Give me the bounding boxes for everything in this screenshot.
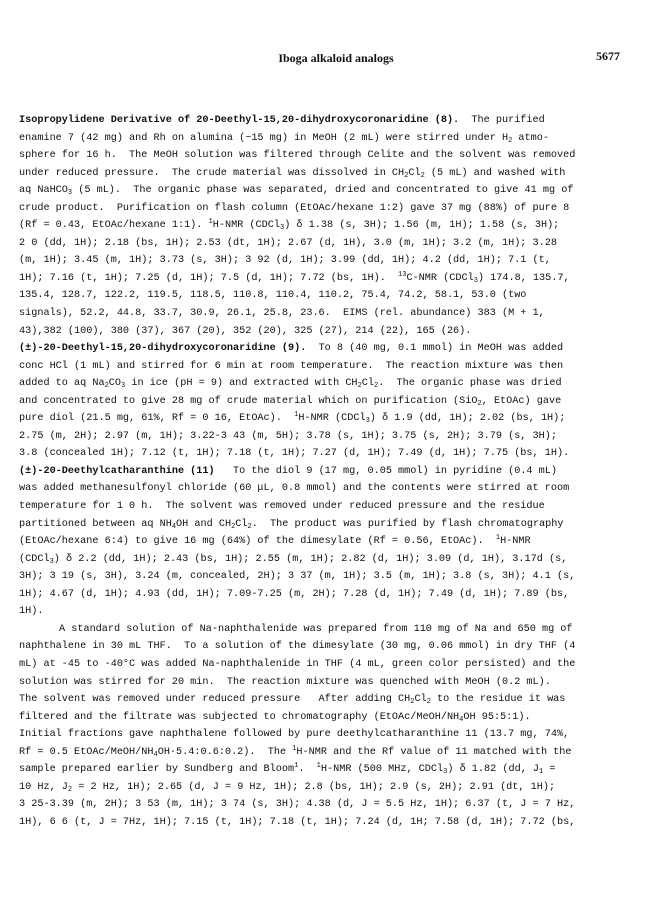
subscript: 1 bbox=[539, 768, 544, 777]
subscript: 2 bbox=[508, 136, 513, 145]
page-header bbox=[0, 49, 672, 69]
text-run: ) δ 2.2 (dd, 1H); 2.43 (bs, 1H); 2.55 (m, 1H); 2.82 (d, 1H); 3.09 (d, 1H), 3.17d (s, bbox=[53, 553, 568, 565]
text-run: sphere for 16 h. The MeOH solution was filtered through Celite and the solvent was removed bbox=[19, 150, 576, 162]
text-line bbox=[19, 147, 639, 165]
text-run: 2.75 (m, 2H); 2.97 (m, 1H); 3.22-3 43 (m, 5H); 3.78 (s, 1H); 3.75 (s, 2H); 3.79 (s, 3H); bbox=[19, 430, 557, 442]
text-run: naphthalene in 30 mL THF. To a solution of the dimesylate (30 mg, 0.06 mmol) in dry THF (4 bbox=[19, 641, 576, 653]
subscript: 2 bbox=[420, 171, 425, 180]
subscript: 3 bbox=[279, 224, 285, 233]
text-run: 1H), 6 6 (t, J = 7Hz, 1H); 7.15 (t, 1H); 7.18 (t, 1H); 7.24 (d, 1H; 7.58 (d, 1H); 7.72 (bs, bbox=[19, 816, 576, 828]
text-run: added to aq Na bbox=[19, 378, 105, 390]
subscript: 2 bbox=[404, 171, 409, 180]
text-run: temperature for 1 0 h. The solvent was removed under reduced pressure and the residue bbox=[19, 501, 545, 513]
text-run: solution was stirred for 20 min. The reaction mixture was quenched with MeOH (0.2 mL). bbox=[19, 676, 551, 688]
text-run: 43),382 (100), 380 (37), 367 (20), 352 (20), 325 (27), 214 (22), 165 (26). bbox=[19, 325, 472, 337]
text-run: A standard solution of Na-naphthalenide was prepared from 110 mg of Na and 650 mg of bbox=[59, 623, 573, 635]
running-title: Iboga alkaloid analogs bbox=[278, 51, 394, 65]
text-run: OH and CH bbox=[176, 518, 232, 530]
subscript: 3 bbox=[365, 417, 370, 426]
superscript: 13 bbox=[398, 270, 407, 279]
text-run: H-NMR and the Rf value of 11 matched with the bbox=[296, 746, 572, 758]
text-run: filtered and the filtrate was subjected to chromatography (EtOAc/MeOH/NH bbox=[19, 711, 460, 723]
text-run: 3 25-3.39 (m, 2H); 3 53 (m, 1H); 3 74 (s, 3H); 4.38 (d, J = 5.5 Hz, 1H); 6.37 (t, J = 7 Hz, bbox=[19, 799, 576, 811]
text-line bbox=[19, 130, 639, 148]
text-run: To 8 (40 mg, 0.1 mmol) in MeOH was added bbox=[306, 343, 564, 355]
text-run: (CDCl bbox=[19, 553, 50, 565]
text-run: was added methanesulfonyl chloride (60 μL, 0.8 mmol) and the contents were stirred at room bbox=[19, 483, 570, 495]
text-line bbox=[19, 516, 639, 534]
text-run: The purified bbox=[459, 115, 545, 126]
text-run: H-NMR (CDCl bbox=[212, 220, 280, 232]
text-run: . bbox=[298, 764, 317, 776]
text-run: The solvent was removed under reduced pressure After adding CH bbox=[19, 694, 411, 706]
text-line bbox=[19, 182, 639, 200]
text-line bbox=[19, 270, 639, 288]
superscript: 1 bbox=[495, 534, 501, 543]
text-run: 1H); 7.16 (t, 1H); 7.25 (d, 1H); 7.5 (d, 1H); 7.72 (bs, 1H). bbox=[19, 272, 399, 284]
subscript: 3 bbox=[49, 557, 54, 566]
text-line bbox=[19, 252, 639, 270]
text-run: 10 Hz, J bbox=[19, 781, 68, 793]
text-line bbox=[19, 305, 639, 323]
page-number: 5677 bbox=[596, 49, 620, 63]
text-line bbox=[19, 533, 639, 551]
text-run: H-NMR (500 MHz, CDCl bbox=[320, 764, 444, 776]
text-run: 3.8 (concealed 1H); 7.12 (t, 1H); 7.18 (t, 1H); 7.27 (d, 1H); 7.49 (d, 1H); 7.75 (bs, 1H). bbox=[19, 448, 570, 460]
subscript: 2 bbox=[247, 522, 252, 531]
text-line bbox=[19, 340, 639, 358]
text-run: under reduced pressure. The crude material was dissolved in CH bbox=[19, 167, 405, 179]
text-run: enamine 7 (42 mg) and Rh on alumina (~15 mg) in MeOH (2 mL) were stirred under H bbox=[19, 132, 509, 144]
text-run: . The product was purified by flash chromatography bbox=[251, 518, 564, 530]
text-run: in ice (pH = 9) and extracted with CH bbox=[125, 378, 358, 390]
experimental-section-text bbox=[19, 112, 639, 831]
text-line bbox=[19, 779, 639, 797]
text-run: (5 mL). The organic phase was separated, dried and concentrated to give 41 mg of bbox=[72, 185, 574, 197]
compound-heading: (±)-20-Deethylcatharanthine (11) bbox=[19, 465, 215, 477]
text-line bbox=[19, 761, 639, 779]
text-line bbox=[19, 709, 639, 727]
text-run: signals), 52.2, 44.8, 33.7, 30.9, 26.1, 25.8, 23.6. EIMS (rel. abundance) 383 (M + 1, bbox=[19, 308, 545, 320]
text-run: ) δ 1.82 (dd, J bbox=[447, 764, 540, 776]
text-run: Cl bbox=[414, 694, 427, 706]
text-line bbox=[19, 235, 639, 253]
text-line bbox=[19, 445, 639, 463]
text-run: conc HCl (1 mL) and stirred for 6 min at room temperature. The reaction mixture was then bbox=[19, 360, 564, 372]
text-run: = 2 Hz, 1H); 2.65 (d, J = 9 Hz, 1H); 2.8 (bs, 1H); 2.9 (s, 2H); 2.91 (dt, 1H); bbox=[72, 781, 556, 793]
subscript: 4 bbox=[171, 522, 177, 531]
text-run: 3H); 3 19 (s, 3H), 3.24 (m, concealed, 2H); 3 37 (m, 1H); 3.5 (m, 1H); 3.8 (s, 3H); 4.1 (s, bbox=[19, 571, 576, 583]
text-run: . The organic phase was dried bbox=[378, 378, 562, 390]
text-line bbox=[19, 551, 639, 569]
text-line bbox=[19, 744, 639, 762]
text-run: Cl bbox=[408, 167, 421, 179]
text-run: OH·5.4:0.6:0.2). The bbox=[157, 746, 293, 758]
text-line bbox=[19, 480, 639, 498]
text-run: mL) at -45 to -40°C was added Na-naphthalenide in THF (4 mL, green color persisted) and the bbox=[19, 658, 576, 670]
text-run: OH 95:5:1). bbox=[463, 711, 531, 723]
subscript: 4 bbox=[459, 715, 464, 724]
text-run: H-NMR (CDCl bbox=[298, 413, 366, 425]
text-run: To the diol 9 (17 mg, 0.05 mmol) in pyridine (0.4 mL) bbox=[214, 465, 557, 477]
text-run: C-NMR (CDCl bbox=[406, 272, 474, 284]
superscript: 1 bbox=[208, 218, 213, 227]
text-run: 135.4, 128.7, 122.2, 119.5, 118.5, 110.8, 110.4, 110.2, 75.4, 74.2, 58.1, 53.0 (two bbox=[19, 290, 527, 302]
superscript: 1 bbox=[294, 762, 299, 771]
text-run: to the residue it was bbox=[430, 694, 566, 706]
text-run: 2 0 (dd, 1H); 2.18 (bs, 1H); 2.53 (dt, 1H); 2.67 (d, 1H), 3.0 (m, 1H); 3.2 (m, 1H); 3.28 bbox=[19, 237, 557, 249]
text-line bbox=[19, 410, 639, 428]
text-line bbox=[19, 375, 639, 393]
text-run: ) δ 1.38 (s, 3H); 1.56 (m, 1H); 1.58 (s, 3H); bbox=[284, 220, 560, 232]
subscript: 2 bbox=[104, 382, 109, 391]
text-line bbox=[19, 603, 639, 621]
text-run: (Rf = 0.43, EtOAc/hexane 1:1). bbox=[19, 220, 209, 232]
text-line bbox=[19, 217, 639, 235]
text-line bbox=[19, 498, 639, 516]
text-run: Initial fractions gave naphthalene followed by pure deethylcatharanthine 11 (13.7 mg, 74%, bbox=[19, 729, 570, 741]
text-line bbox=[19, 112, 639, 130]
text-line bbox=[19, 691, 639, 709]
text-run: H-NMR bbox=[500, 536, 531, 548]
text-line bbox=[19, 796, 639, 814]
text-line bbox=[19, 674, 639, 692]
text-line bbox=[19, 287, 639, 305]
text-run: (m, 1H); 3.45 (m, 1H); 3.73 (s, 3H); 3 92 (d, 1H); 3.99 (dd, 1H); 4.2 (dd, 1H); 7.1 (t, bbox=[19, 255, 551, 267]
subscript: 3 bbox=[67, 189, 73, 198]
subscript: 2 bbox=[374, 382, 379, 391]
text-run: aq NaHCO bbox=[19, 185, 68, 197]
superscript: 1 bbox=[292, 744, 297, 753]
subscript: 3 bbox=[443, 768, 448, 777]
text-line bbox=[19, 165, 639, 183]
subscript: 3 bbox=[121, 382, 126, 391]
text-run: ) δ 1.9 (dd, 1H); 2.02 (bs, 1H); bbox=[369, 413, 566, 425]
text-line bbox=[19, 428, 639, 446]
text-line bbox=[19, 358, 639, 376]
text-run: (5 mL) and washed with bbox=[424, 167, 566, 179]
text-run: = bbox=[543, 764, 556, 776]
superscript: 1 bbox=[294, 411, 299, 420]
text-run: sample prepared earlier by Sundberg and Bloom bbox=[19, 764, 295, 776]
text-line bbox=[19, 586, 639, 604]
text-line bbox=[19, 656, 639, 674]
text-run: and concentrated to give 28 mg of crude material which on purification (SiO bbox=[19, 395, 478, 407]
text-line bbox=[19, 638, 639, 656]
subscript: 2 bbox=[231, 522, 236, 531]
text-run: (EtOAc/hexane 6:4) to give 16 mg (64%) of the dimesylate (Rf = 0.56, EtOAc). bbox=[19, 536, 496, 548]
text-run: 1H). bbox=[19, 606, 44, 618]
text-line bbox=[19, 200, 639, 218]
subscript: 3 bbox=[473, 276, 478, 285]
text-line bbox=[19, 323, 639, 341]
text-run: ) 174.8, 135.7, bbox=[477, 272, 570, 284]
text-line bbox=[19, 621, 639, 639]
compound-heading: (±)-20-Deethyl-15,20-dihydroxycoronaridine (9). bbox=[19, 343, 307, 355]
subscript: 2 bbox=[67, 785, 73, 794]
compound-heading: Isopropylidene Derivative of 20-Deethyl-15,20-dihydroxycoronaridine (8). bbox=[19, 115, 460, 126]
superscript: 1 bbox=[316, 762, 321, 771]
text-line bbox=[19, 393, 639, 411]
text-run: Cl bbox=[361, 378, 374, 390]
text-run: , EtOAc) gave bbox=[481, 395, 562, 407]
subscript: 4 bbox=[153, 750, 158, 759]
text-line bbox=[19, 814, 639, 832]
subscript: 2 bbox=[410, 698, 415, 707]
text-run: atmo- bbox=[512, 132, 549, 144]
text-run: partitioned between aq NH bbox=[19, 518, 172, 530]
subscript: 2 bbox=[426, 698, 431, 707]
text-run: CO bbox=[108, 378, 122, 390]
text-run: 1H); 4.67 (d, 1H); 4.93 (dd, 1H); 7.09-7.25 (m, 2H); 7.28 (d, 1H); 7.49 (d, 1H); 7.89 (bs, bbox=[19, 588, 570, 600]
text-line bbox=[19, 568, 639, 586]
text-run: crude product. Purification on flash column (EtOAc/hexane 1:2) gave 37 mg (88%) of pure 8 bbox=[19, 202, 570, 214]
subscript: 2 bbox=[477, 399, 482, 408]
text-line bbox=[19, 463, 639, 481]
text-line bbox=[19, 726, 639, 744]
text-run: pure diol (21.5 mg, 61%, Rf = 0 16, EtOAc). bbox=[19, 413, 295, 425]
text-run: Cl bbox=[235, 518, 248, 530]
subscript: 2 bbox=[357, 382, 362, 391]
text-run: Rf = 0.5 EtOAc/MeOH/NH bbox=[19, 746, 154, 758]
